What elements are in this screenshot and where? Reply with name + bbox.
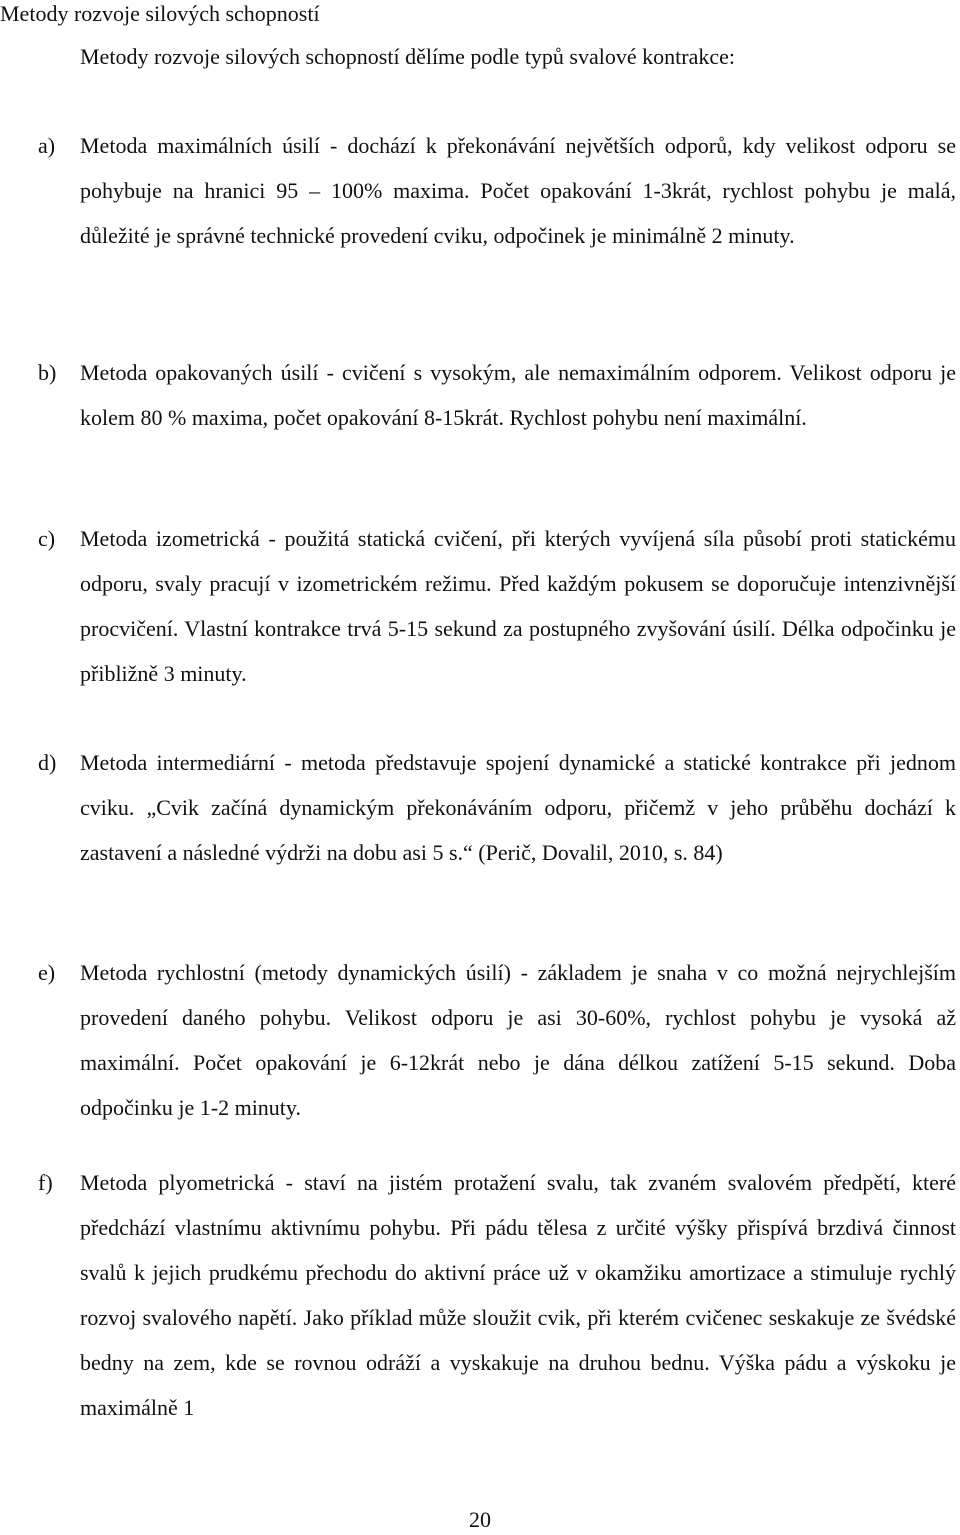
list-item-a xyxy=(0,123,956,258)
page-number: 20 xyxy=(469,1507,491,1532)
list-item-c xyxy=(0,516,956,696)
section-heading: Metody rozvoje silových schopností xyxy=(0,1,320,26)
list-item-text: Metoda maximálních úsilí - dochází k překonávání největších odporů, kdy velikost odporu se pohybuje na hranici 95 – 100% maxima. Počet opakování 1-3krát, rychlost pohybu je malá, důležité je správné technické provedení cviku, odpočinek je minimálně 2 minuty. xyxy=(80,133,956,248)
list-item-text: Metoda intermediární - metoda představuje spojení dynamické a statické kontrakce při jednom cviku. „Cvik začíná dynamickým překonáváním odporu, přičemž v jeho průběhu dochází k zastavení a následné výdrži na dobu asi 5 s.“ (Perič, Dovalil, 2010, s. 84) xyxy=(80,750,956,865)
list-item-label: b) xyxy=(38,360,57,385)
intro-paragraph: Metody rozvoje silových schopností dělíme podle typů svalové kontrakce: xyxy=(80,44,735,69)
list-item-e xyxy=(0,950,956,1130)
list-item-label: f) xyxy=(38,1170,53,1195)
list-item-label: e) xyxy=(38,960,56,985)
list-item-label: a) xyxy=(38,133,56,158)
list-item-text: Metoda rychlostní (metody dynamických úsilí) - základem je snaha v co možná nejrychlejším provedení daného pohybu. Velikost odporu je asi 30-60%, rychlost pohybu je vysoká až maximální. Počet opakování je 6-12krát nebo je dána délkou zatížení 5-15 sekund. Doba odpočinku je 1-2 minuty. xyxy=(80,960,956,1120)
list-item-label: d) xyxy=(38,750,57,775)
list-item-b xyxy=(0,350,956,440)
list-item-text: Metoda izometrická - použitá statická cvičení, při kterých vyvíjená síla působí proti statickému odporu, svaly pracují v izometrickém režimu. Před každým pokusem se doporučuje intenzivnější procvičení. Vlastní kontrakce trvá 5-15 sekund za postupného zvyšování úsilí. Délka odpočinku je přibližně 3 minuty. xyxy=(80,526,956,686)
list-item-f xyxy=(0,1160,956,1430)
list-item-label: c) xyxy=(38,526,56,551)
list-item-text: Metoda opakovaných úsilí - cvičení s vysokým, ale nemaximálním odporem. Velikost odporu je kolem 80 % maxima, počet opakování 8-15krát. Rychlost pohybu není maximální. xyxy=(80,360,956,430)
list-item-d xyxy=(0,740,956,875)
list-item-text: Metoda plyometrická - staví na jistém protažení svalu, tak zvaném svalovém předpětí, které předchází vlastnímu aktivnímu pohybu. Při pádu tělesa z určité výšky přispívá brzdivá činnost svalů k jejich prudkému přechodu do aktivní práce už v okamžiku amortizace a stimuluje rychlý rozvoj svalového napětí. Jako příklad může sloužit cvik, při kterém cvičenec seskakuje ze švédské bedny na zem, kde se rovnou odráží a vyskakuje na druhou bednu. Výška pádu a výskoku je maximálně 1 xyxy=(80,1170,956,1420)
